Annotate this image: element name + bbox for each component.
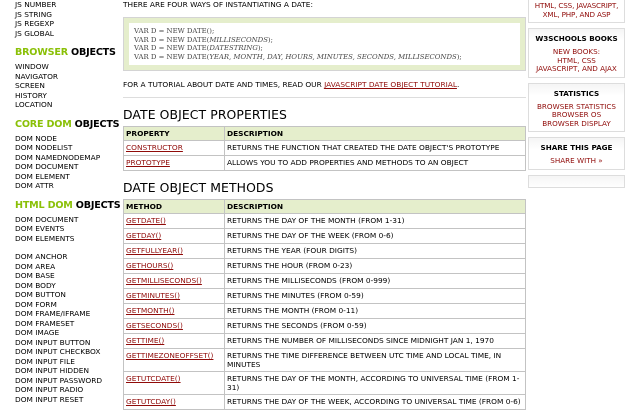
- stats-link[interactable]: BROWSER STATISTICS: [537, 101, 616, 111]
- description-cell: RETURNS THE HOUR (FROM 0-23): [225, 259, 526, 274]
- books-title: W3SCHOOLS BOOKS: [535, 34, 618, 43]
- code-text: VAR D = NEW DATE(: [134, 35, 210, 44]
- description-cell: RETURNS THE NUMBER OF MILLISECONDS SINCE MIDNIGHT JAN 1, 1970: [225, 334, 526, 349]
- nav-item[interactable]: DOM BASE: [15, 271, 55, 280]
- nav-item[interactable]: DOM IMAGE: [15, 328, 60, 337]
- methods-link[interactable]: GETMONTH(): [126, 306, 175, 316]
- name-cell: [124, 244, 225, 259]
- tutorial-line: [123, 80, 526, 98]
- section-heading-accent: HTML DOM: [15, 199, 73, 211]
- nav-item[interactable]: DOM FRAME/IFRAME: [15, 309, 91, 318]
- nav-item[interactable]: DOM INPUT RESET: [15, 394, 84, 404]
- properties-title: DATE OBJECT PROPERTIES: [123, 107, 288, 123]
- description-cell: RETURNS THE YEAR (FOUR DIGITS): [225, 244, 526, 259]
- methods-link[interactable]: GETMINUTES(): [126, 291, 181, 301]
- nav-item[interactable]: JS GLOBAL: [15, 28, 54, 38]
- nav-item[interactable]: NAVIGATOR: [15, 71, 59, 81]
- nav-spacer: [15, 243, 117, 252]
- code-text: );: [257, 44, 263, 53]
- nav-item[interactable]: DOM FORM: [15, 299, 57, 309]
- nav-item[interactable]: DOM BODY: [15, 280, 56, 290]
- methods-title: DATE OBJECT METHODS: [123, 180, 274, 196]
- cert-link[interactable]: HTML, CSS, JAVASCRIPT,: [534, 1, 619, 10]
- section-heading-browser: [15, 47, 117, 58]
- nav-item[interactable]: JS STRING: [15, 9, 52, 19]
- nav-item[interactable]: DOM ATTR: [15, 181, 54, 190]
- table-row: [124, 349, 526, 372]
- section-heading-rest: OBJECTS: [71, 118, 120, 130]
- nav-item[interactable]: DOM FRAMESET: [15, 318, 75, 328]
- section-heading-accent: BROWSER: [15, 47, 68, 58]
- table-row: [124, 289, 526, 304]
- table-row: [124, 395, 526, 410]
- table-row: [124, 304, 526, 319]
- nav-item[interactable]: DOM INPUT RADIO: [15, 385, 84, 394]
- name-cell: [124, 304, 225, 319]
- table-row: [124, 156, 526, 171]
- main-content: [123, 0, 526, 410]
- col-header: DESCRIPTION: [225, 200, 526, 214]
- name-cell: [124, 334, 225, 349]
- table-row: [124, 141, 526, 156]
- nav-item[interactable]: JS REGEXP: [15, 19, 54, 28]
- methods-link[interactable]: GETMILLISECONDS(): [126, 276, 202, 286]
- tutorial-text: FOR A TUTORIAL ABOUT DATE AND TIMES, READ OUR: [123, 80, 325, 90]
- properties-link[interactable]: CONSTRUCTOR: [126, 143, 183, 153]
- nav-item[interactable]: DOM ELEMENTS: [15, 233, 75, 243]
- name-cell: [124, 395, 225, 410]
- name-cell: [124, 349, 225, 372]
- nav-item[interactable]: DOM DOCUMENT: [15, 214, 79, 224]
- share-title: SHARE THIS PAGE: [540, 143, 613, 152]
- name-cell: [124, 141, 225, 156]
- methods-link[interactable]: GETUTCDAY(): [126, 397, 176, 407]
- share-box: [528, 137, 625, 170]
- table-row: [124, 244, 526, 259]
- nav-item[interactable]: DOM INPUT BUTTON: [15, 337, 91, 347]
- statistics-title: STATISTICS: [553, 88, 600, 98]
- nav-item[interactable]: DOM DOCUMENT: [15, 162, 79, 171]
- name-cell: [124, 214, 225, 229]
- table-row: [124, 334, 526, 349]
- code-text: );: [456, 52, 462, 61]
- methods-link[interactable]: GETTIMEZONEOFFSET(): [126, 351, 214, 361]
- table-row: [124, 319, 526, 334]
- cert-link[interactable]: XML, PHP, AND ASP: [542, 9, 611, 19]
- description-cell: RETURNS THE MINUTES (FROM 0-59): [225, 289, 526, 304]
- nav-item[interactable]: DOM EVENTS: [15, 224, 65, 233]
- name-cell: [124, 156, 225, 171]
- methods-link[interactable]: GETTIME(): [126, 336, 165, 346]
- certification-box: [528, 0, 625, 23]
- nav-item[interactable]: DOM ELEMENT: [15, 171, 70, 181]
- tutorial-link[interactable]: JAVASCRIPT DATE OBJECT TUTORIAL: [324, 80, 457, 90]
- tutorial-end: .: [456, 80, 460, 90]
- description-cell: RETURNS THE FUNCTION THAT CREATED THE DATE OBJECT'S PROTOTYPE: [225, 141, 526, 156]
- nav-item[interactable]: DOM INPUT FILE: [15, 356, 75, 366]
- code-arg: DATESTRING: [209, 44, 258, 53]
- description-cell: RETURNS THE SECONDS (FROM 0-59): [225, 319, 526, 334]
- nav-item[interactable]: DOM INPUT PASSWORD: [15, 375, 103, 385]
- description-cell: RETURNS THE DAY OF THE MONTH, ACCORDING TO UNIVERSAL TIME (FROM 1-31): [225, 372, 526, 395]
- nav-item[interactable]: DOM INPUT HIDDEN: [15, 366, 89, 375]
- table-row: [124, 274, 526, 289]
- section-heading-html-dom: [15, 199, 121, 211]
- name-cell: [124, 319, 225, 334]
- nav-item[interactable]: DOM INPUT CHECKBOX: [15, 347, 101, 356]
- code-text: VAR D = NEW DATE();: [134, 27, 215, 35]
- nav-item[interactable]: WINDOW: [15, 62, 49, 71]
- section-heading-accent: CORE DOM: [15, 118, 72, 130]
- code-text: );: [267, 35, 273, 44]
- code-text: VAR D = NEW DATE(: [134, 44, 210, 53]
- properties-table: [123, 126, 526, 171]
- left-nav: [15, 0, 121, 404]
- name-cell: [124, 259, 225, 274]
- methods-link[interactable]: GETDAY(): [126, 231, 162, 241]
- code-example: [123, 17, 526, 71]
- nav-item[interactable]: LOCATION: [15, 100, 53, 109]
- description-cell: ALLOWS YOU TO ADD PROPERTIES AND METHODS TO AN OBJECT: [225, 156, 526, 171]
- name-cell: [124, 229, 225, 244]
- col-header: DESCRIPTION: [225, 127, 526, 141]
- code-text: VAR D = NEW DATE(: [134, 52, 210, 61]
- properties-link[interactable]: PROTOTYPE: [126, 158, 170, 168]
- description-cell: RETURNS THE TIME DIFFERENCE BETWEEN UTC TIME AND LOCAL TIME, IN MINUTES: [225, 349, 526, 372]
- code-line: [134, 27, 515, 36]
- code-block: [129, 23, 520, 65]
- section-heading-core-dom: [15, 118, 120, 130]
- methods-link[interactable]: GETHOURS(): [126, 261, 174, 271]
- table-row: [124, 259, 526, 274]
- table-row: [124, 229, 526, 244]
- description-cell: RETURNS THE DAY OF THE WEEK (FROM 0-6): [225, 229, 526, 244]
- section-heading-rest: OBJECTS: [72, 199, 121, 211]
- methods-link[interactable]: GETUTCDATE(): [126, 374, 181, 384]
- books-link[interactable]: HTML, CSS: [557, 55, 596, 65]
- description-cell: RETURNS THE MONTH (FROM 0-11): [225, 304, 526, 319]
- name-cell: [124, 274, 225, 289]
- col-header: PROPERTY: [124, 127, 225, 141]
- methods-table: [123, 199, 526, 410]
- nav-item[interactable]: DOM BUTTON: [15, 290, 66, 299]
- nav-item[interactable]: DOM NODELIST: [15, 143, 73, 152]
- col-header: METHOD: [124, 200, 225, 214]
- code-line: [134, 53, 515, 62]
- nav-item[interactable]: DOM NAMEDNODEMAP: [15, 152, 101, 162]
- books-box: [528, 28, 625, 78]
- nav-item[interactable]: SCREEN: [15, 81, 45, 90]
- methods-link[interactable]: GETSECONDS(): [126, 321, 183, 331]
- stats-link[interactable]: BROWSER OS: [551, 110, 602, 119]
- statistics-box: [528, 83, 625, 133]
- nav-item[interactable]: DOM AREA: [15, 261, 56, 271]
- description-cell: RETURNS THE DAY OF THE WEEK, ACCORDING TO UNIVERSAL TIME (FROM 0-6): [225, 395, 526, 410]
- table-row: [124, 214, 526, 229]
- nav-item[interactable]: DOM ANCHOR: [15, 252, 68, 261]
- code-line: [134, 44, 515, 53]
- intro-text: THERE ARE FOUR WAYS OF INSTANTIATING A DATE:: [123, 0, 313, 9]
- name-cell: [124, 289, 225, 304]
- nav-item[interactable]: DOM NODE: [15, 133, 57, 143]
- methods-link[interactable]: GETFULLYEAR(): [126, 246, 183, 256]
- section-heading-rest: OBJECTS: [67, 47, 116, 58]
- nav-item[interactable]: JS NUMBER: [15, 0, 57, 9]
- stats-link[interactable]: BROWSER DISPLAY: [542, 118, 611, 128]
- table-row: [124, 372, 526, 395]
- name-cell: [124, 372, 225, 395]
- description-cell: RETURNS THE DAY OF THE MONTH (FROM 1-31): [225, 214, 526, 229]
- description-cell: RETURNS THE MILLISECONDS (FROM 0-999): [225, 274, 526, 289]
- code-arg: MILLISECONDS: [209, 35, 268, 44]
- code-line: [134, 36, 515, 45]
- right-sidebar: [528, 0, 625, 193]
- books-link[interactable]: JAVASCRIPT, AND AJAX: [536, 64, 617, 73]
- nav-item[interactable]: HISTORY: [15, 90, 47, 100]
- share-link[interactable]: SHARE WITH »: [550, 156, 603, 165]
- methods-link[interactable]: GETDATE(): [126, 216, 166, 226]
- code-arg: YEAR, MONTH, DAY, HOURS, MINUTES, SECONDS, MILLISECONDS: [209, 52, 457, 61]
- books-link[interactable]: NEW BOOKS:: [552, 47, 601, 56]
- empty-box: [528, 175, 625, 188]
